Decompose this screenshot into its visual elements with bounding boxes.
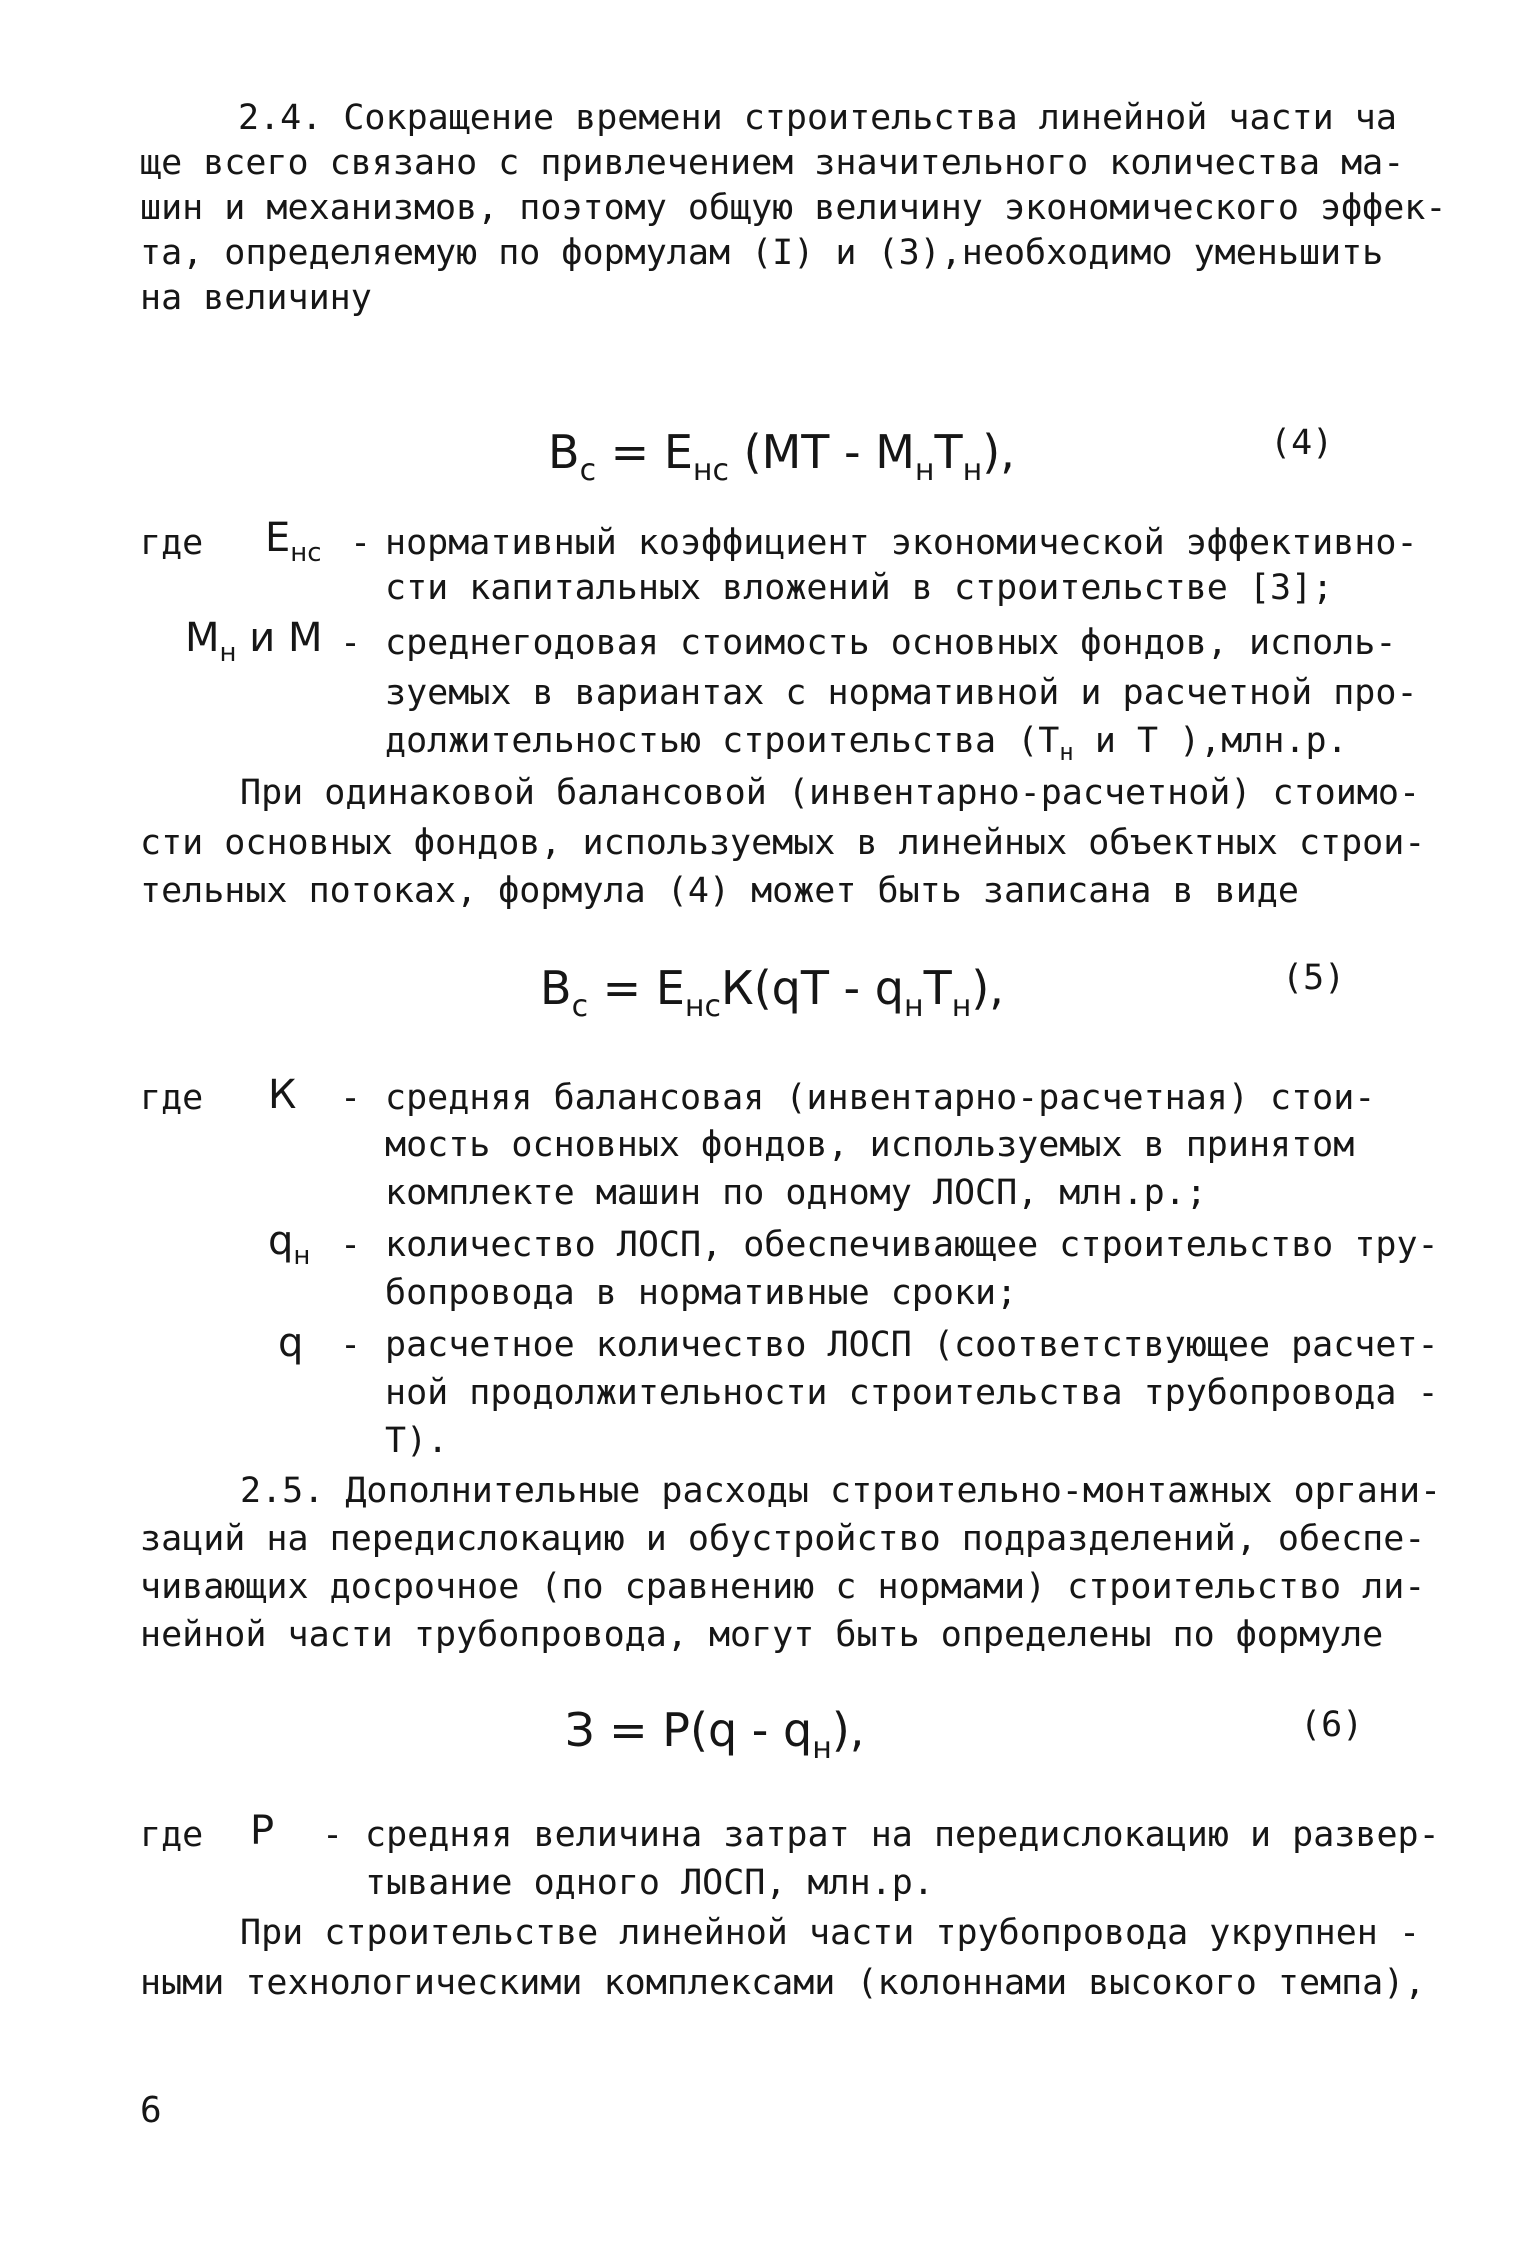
- term-m-n-and-m: $М_н$ и М: [185, 615, 323, 668]
- definition-line: нормативный коэффициент экономической эффективно-: [385, 523, 1418, 563]
- paragraph-2-4-line: 2.4. Сокращение времени строительства линейной части ча: [238, 98, 1397, 138]
- paragraph-balance-line: сти основных фондов, используемых в линейных объектных строи-: [140, 823, 1426, 863]
- formula-5: $В_с = Е_{нс}К(qТ - q_нТ_н)$,: [540, 961, 1004, 1024]
- where-label: где: [140, 1815, 204, 1855]
- definition-line: комплекте машин по одному ЛОСП, млн.р.;: [385, 1173, 1207, 1213]
- term-dash: -: [340, 1225, 362, 1265]
- paragraph-2-4-line: та, определяемую по формулам (I) и (3),необходимо уменьшить: [140, 233, 1384, 273]
- definition-line: средняя величина затрат на передислокацию и развер-: [365, 1815, 1440, 1855]
- equation-number-5: (5): [1282, 958, 1346, 998]
- equation-number-4: (4): [1270, 423, 1334, 463]
- term-dash: -: [322, 1815, 344, 1855]
- paragraph-last-line: ными технологическими комплексами (колоннами высокого темпа),: [140, 1963, 1426, 2003]
- definition-line: ной продолжительности строительства трубопровода -: [385, 1373, 1439, 1413]
- paragraph-2-4-line: ще всего связано с привлечением значительного количества ма-: [140, 143, 1405, 183]
- formula-6: $З = Р(q - q_н)$,: [565, 1703, 865, 1766]
- formula-4: $В_с = Е_{нс}$ $(МТ - М_нТ_н)$,: [548, 425, 1015, 488]
- paragraph-2-5-line: нейной части трубопровода, могут быть определены по формуле: [140, 1615, 1384, 1655]
- definition-line: количество ЛОСП, обеспечивающее строительство тру-: [385, 1225, 1439, 1265]
- where-label: где: [140, 1078, 204, 1118]
- term-p: Р: [250, 1808, 275, 1854]
- term-dash: -: [340, 1325, 362, 1365]
- definition-line: зуемых в вариантах с нормативной и расчетной про-: [385, 673, 1418, 713]
- paragraph-2-4-line: на величину: [140, 278, 372, 318]
- paragraph-2-5-line: заций на передислокацию и обустройство подразделений, обеспе-: [140, 1519, 1426, 1559]
- term-q-n: $q_н$: [268, 1218, 311, 1271]
- definition-line: должительностью строительства ($Т_н$ и Т ),млн.р.: [385, 721, 1348, 766]
- term-dash: -: [350, 523, 372, 563]
- paragraph-balance-line: тельных потоках, формула (4) может быть записана в виде: [140, 871, 1299, 911]
- definition-line: расчетное количество ЛОСП (соответствующее расчет-: [385, 1325, 1439, 1365]
- definition-line: средняя балансовая (инвентарно-расчетная) стои-: [385, 1078, 1376, 1118]
- paragraph-last-line: При строительстве линейной части трубопровода укрупнен -: [240, 1913, 1421, 1953]
- where-label: где: [140, 523, 204, 563]
- term-q: q: [278, 1320, 304, 1366]
- definition-line: сти капитальных вложений в строительстве [3];: [385, 568, 1334, 608]
- definition-line: тывание одного ЛОСП, млн.р.: [365, 1863, 934, 1903]
- definition-line: бопровода в нормативные сроки;: [385, 1273, 1018, 1313]
- paragraph-2-5-line: чивающих досрочное (по сравнению с нормами) строительство ли-: [140, 1567, 1426, 1607]
- paragraph-2-5-line: 2.5. Дополнительные расходы строительно-монтажных органи-: [240, 1471, 1442, 1511]
- definition-line: мость основных фондов, используемых в принятом: [385, 1125, 1355, 1165]
- equation-number-6: (6): [1300, 1705, 1364, 1745]
- term-dash: -: [340, 1078, 362, 1118]
- term-k: К: [268, 1072, 297, 1118]
- definition-line: среднегодовая стоимость основных фондов, исполь-: [385, 623, 1397, 663]
- term-e-nc: $Е_{нс}$: [265, 515, 322, 568]
- paragraph-2-4-line: шин и механизмов, поэтому общую величину экономического эффек-: [140, 188, 1447, 228]
- paragraph-balance-line: При одинаковой балансовой (инвентарно-расчетной) стоимо-: [240, 773, 1421, 813]
- page-number: 6: [140, 2090, 162, 2131]
- definition-line: Т).: [385, 1421, 449, 1461]
- term-dash: -: [340, 623, 362, 663]
